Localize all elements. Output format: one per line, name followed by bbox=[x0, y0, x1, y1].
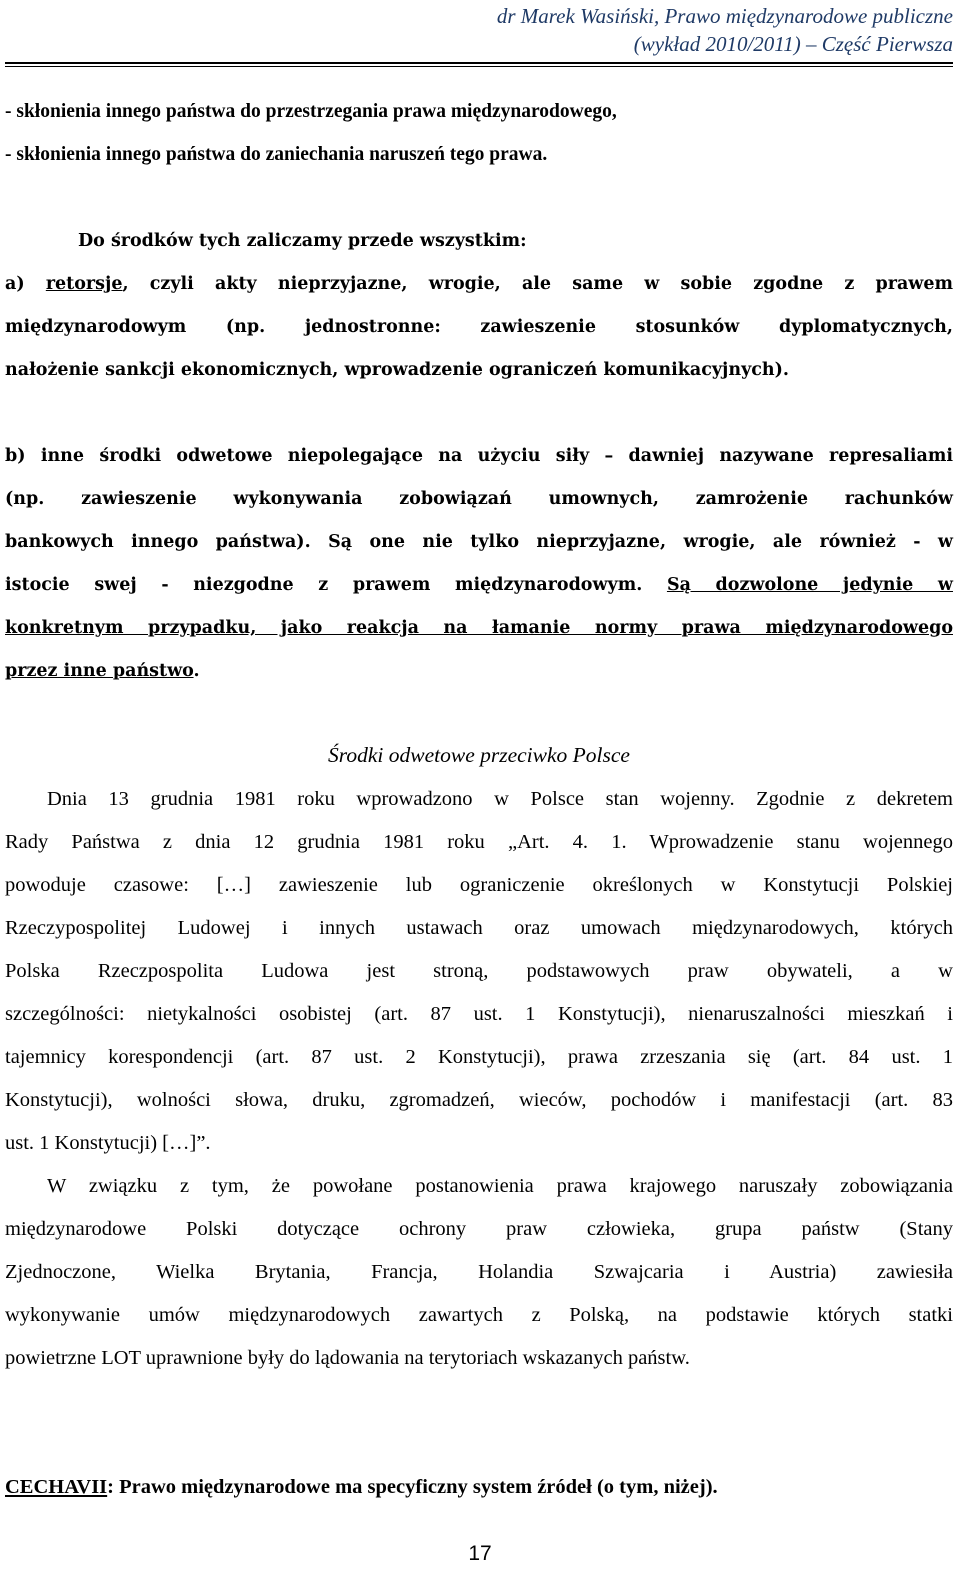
paragraph-1-line-1: Dnia 13 grudnia 1981 roku wprowadzono w Polsce stan wojenny. Zgodnie z dekretem bbox=[47, 788, 953, 810]
measure-b-line-6-underlined: przez inne państwo bbox=[5, 661, 194, 681]
measure-a-line-1 bbox=[5, 263, 953, 306]
paragraph-2-line-5: powietrzne LOT uprawnione były do lądowania na terytoriach wskazanych państw. bbox=[5, 1347, 690, 1369]
measure-a-line-2: międzynarodowym (np. jednostronne: zawieszenie stosunków dyplomatycznych, bbox=[5, 317, 953, 337]
measure-b-line-3: bankowych innego państwa). Są one nie tylko nieprzyjazne, wrogie, ale również - w bbox=[5, 532, 953, 552]
feature-label: CECHAVII bbox=[5, 1476, 108, 1498]
measure-b-line-4 bbox=[5, 564, 953, 607]
header-line-2: (wykład 2010/2011) – Część Pierwsza bbox=[633, 32, 953, 56]
measures-intro: Do środków tych zaliczamy przede wszystkim: bbox=[78, 231, 527, 251]
measure-b-line-4-plain: istocie swej - niezgodne z prawem międzynarodowym. bbox=[5, 575, 667, 595]
page-number: 17 bbox=[468, 1542, 492, 1565]
paragraph-2-line-1: W związku z tym, że powołane postanowienia prawa krajowego naruszały zobowiązania bbox=[47, 1175, 953, 1197]
paragraph-1-line-5: Polska Rzeczpospolita Ludowa jest stroną, podstawowych praw obywateli, a w bbox=[5, 960, 953, 982]
feature-text: : Prawo międzynarodowe ma specyficzny system źródeł (o tym, niżej). bbox=[107, 1476, 718, 1498]
paragraph-1-line-4: Rzeczypospolitej Ludowej i innych ustawach oraz umowach międzynarodowych, których bbox=[5, 917, 953, 939]
paragraph-1-line-3: powoduje czasowe: […] zawieszenie lub ograniczenie określonych w Konstytucji Polskiej bbox=[5, 874, 953, 896]
measure-a-line-1-rest: , czyli akty nieprzyjazne, wrogie, ale same w sobie zgodne z prawem bbox=[122, 274, 953, 294]
measure-b-line-6 bbox=[5, 650, 953, 693]
header-rule bbox=[5, 62, 953, 67]
paragraph-1-line-6: szczególności: nietykalności osobistej (art. 87 ust. 1 Konstytucji), nienaruszalności mieszkań i bbox=[5, 1003, 953, 1025]
running-header bbox=[497, 2, 953, 58]
paragraph-2-line-3: Zjednoczone, Wielka Brytania, Francja, Holandia Szwajcaria i Austria) zawiesiła bbox=[5, 1261, 953, 1283]
section-title: Środki odwetowe przeciwko Polsce bbox=[328, 743, 630, 767]
measure-b-line-6-end: . bbox=[193, 661, 200, 681]
paragraph-1-line-9: ust. 1 Konstytucji) […]”. bbox=[5, 1132, 211, 1154]
header-line-1: dr Marek Wasiński, Prawo międzynarodowe publiczne bbox=[496, 4, 953, 28]
paragraph-2-line-4: wykonywanie umów międzynarodowych zawartych z Polską, na podstawie których statki bbox=[5, 1304, 953, 1326]
feature-heading bbox=[5, 1466, 953, 1509]
measure-a-prefix: a) bbox=[5, 274, 46, 294]
measure-b-line-4-underlined: Są dozwolone jedynie w bbox=[666, 575, 953, 595]
retorsje-term: retorsje bbox=[45, 274, 123, 294]
paragraph-2-line-2: międzynarodowe Polski dotyczące ochrony praw człowieka, grupa państw (Stany bbox=[5, 1218, 953, 1240]
measure-b-line-1: b) inne środki odwetowe niepolegające na użyciu siły – dawniej nazywane represaliami bbox=[5, 446, 953, 466]
paragraph-1-line-7: tajemnicy korespondencji (art. 87 ust. 2 Konstytucji), prawa zrzeszania się (art. 84 ust. 1 bbox=[5, 1046, 953, 1068]
measure-b-line-2: (np. zawieszenie wykonywania zobowiązań umownych, zamrożenie rachunków bbox=[5, 489, 953, 509]
measure-b-line-5: konkretnym przypadku, jako reakcja na łamanie normy prawa międzynarodowego bbox=[5, 618, 953, 638]
paragraph-1-line-8: Konstytucji), wolności słowa, druku, zgromadzeń, wieców, pochodów i manifestacji (art. 83 bbox=[5, 1089, 953, 1111]
list-item-2: - skłonienia innego państwa do zaniechania naruszeń tego prawa. bbox=[5, 144, 548, 165]
measure-a-line-3: nałożenie sankcji ekonomicznych, wprowadzenie ograniczeń komunikacyjnych). bbox=[5, 360, 790, 380]
list-item-1: - skłonienia innego państwa do przestrzegania prawa międzynarodowego, bbox=[5, 101, 617, 122]
paragraph-1-line-2: Rady Państwa z dnia 12 grudnia 1981 roku „Art. 4. 1. Wprowadzenie stanu wojennego bbox=[5, 831, 953, 853]
